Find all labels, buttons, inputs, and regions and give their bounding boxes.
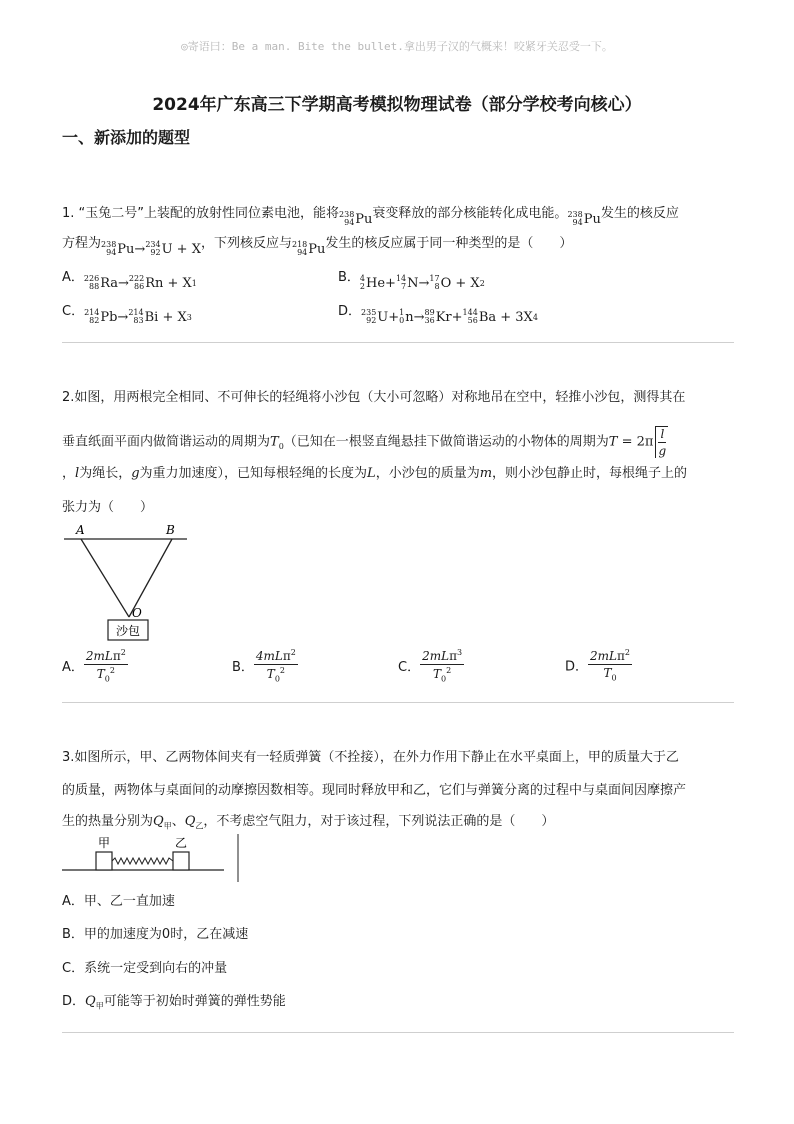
q2-line1: 2.如图，用两根完全相同、不可伸长的轻绳将小沙包（大小可忽略）对称地吊在空中，轻推小沙包，测得其在 <box>62 390 686 405</box>
q1-text-a: 1. “玉兔二号”上装配的放射性同位素电池，能将 <box>62 206 340 221</box>
section-heading: 一、新添加的题型 <box>62 128 191 147</box>
watermark: ◎寄语曰：Be a man. Bite the bullet.拿出男子汉的气概来！咬紧牙关忍受一下。 <box>181 40 613 53</box>
q1-text-b: 衰变释放的部分核能转化成电能。 <box>372 206 568 221</box>
q1-text-c: 发生的核反应 <box>600 206 679 221</box>
divider <box>62 1032 734 1033</box>
q1-text-e: ，下列核反应与 <box>200 236 292 251</box>
q2-option-a[interactable]: A． $\frac{2mL\pi^2}{T_0^2}$ <box>62 648 126 684</box>
spring <box>112 858 173 864</box>
q2-option-d[interactable]: D． $\frac{2mL\pi^2}{T_0}$ <box>565 648 630 683</box>
q2-line2: 垂直纸面平面内做简谐运动的周期为$T_0$（已知在一根竖直绳悬挂下做简谐运动的小物体的周期为T = 2π $\frac{l}{g}$ <box>62 426 668 458</box>
label-yi: 乙 <box>174 836 188 850</box>
q2-option-c[interactable]: C． $\frac{2mL\pi^3}{T_0^2}$ <box>398 648 463 684</box>
spring-figure <box>62 832 242 884</box>
sandbag-label: 沙包 <box>115 624 141 638</box>
q1-option-d[interactable]: D． 235 92 U+ 1 0 n→ 89 36 Kr+ 144 56 Ba + 3X 4 <box>338 304 538 325</box>
label-jia: 甲 <box>97 836 111 850</box>
q1-option-c[interactable]: C． 214 82 Pb→ 214 83 Bi + X 3 <box>62 304 192 325</box>
block-yi <box>173 852 189 870</box>
label-a: A <box>76 523 85 537</box>
pendulum-figure <box>62 520 192 645</box>
divider <box>62 702 734 703</box>
q3-line2: 的质量，两物体与桌面间的动摩擦因数相等。现同时释放甲和乙，它们与弹簧分离的过程中与桌面间因摩擦产 <box>62 783 687 798</box>
page-title: 2024年广东高三下学期高考模拟物理试卷（部分学校考向核心） <box>152 95 642 115</box>
label-b: B <box>166 523 175 537</box>
q3-line3: 生的热量分别为$Q_甲$、$Q_乙$，不考虑空气阻力，对于该过程，下列说法正确的是（ ） <box>62 814 555 831</box>
block-jia <box>96 852 112 870</box>
q3-option-c[interactable]: C．系统一定受到向右的冲量 <box>62 961 228 976</box>
q2-option-b[interactable]: B． $\frac{4mL\pi^2}{T_0^2}$ <box>232 648 296 684</box>
q3-option-b[interactable]: B．甲的加速度为0时，乙在减速 <box>62 927 249 942</box>
q3-option-d[interactable]: D．$Q_甲$可能等于初始时弹簧的弹性势能 <box>62 994 286 1011</box>
q1-option-a[interactable]: A． 226 88 Ra→ 222 86 Rn + X 1 <box>62 270 197 291</box>
q1-line2: 方程为 238 94 Pu→ 234 92 U + X，下列核反应与 218 94 Pu发生的核反应属于同一种类型的是（ ） <box>62 236 573 257</box>
q2-line3: ，l为绳长，g为重力加速度），已知每根轻绳的长度为L，小沙包的质量为m，则小沙包静止时，每根绳子上的 <box>62 466 688 481</box>
q3-line1: 3.如图所示，甲、乙两物体间夹有一轻质弹簧（不拴接），在外力作用下静止在水平桌面上，甲的质量大于乙 <box>62 750 679 765</box>
q3-option-a[interactable]: A．甲、乙一直加速 <box>62 894 175 909</box>
divider <box>62 342 734 343</box>
q1-text-f: 发生的核反应属于同一种类型的是（ ） <box>325 236 573 251</box>
q1-line1: 1. “玉兔二号”上装配的放射性同位素电池，能将 238 94 Pu衰变释放的部分核能转化成电能。 238 94 Pu发生的核反应 <box>62 206 679 227</box>
q1-option-b[interactable]: B． 4 2 He+ 14 7 N→ 17 8 O + X 2 <box>338 270 485 291</box>
label-o: O <box>132 606 142 620</box>
q2-line4: 张力为（ ） <box>62 500 154 515</box>
rope-a <box>81 539 129 617</box>
q1-text-d: 方程为 <box>62 236 102 251</box>
